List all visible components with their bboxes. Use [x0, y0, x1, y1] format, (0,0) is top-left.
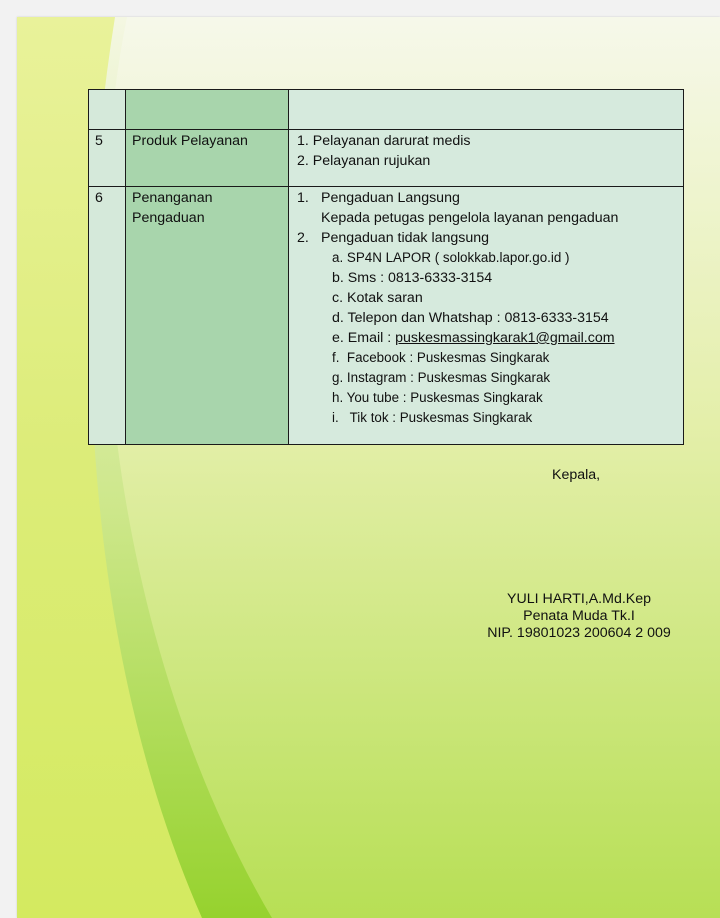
contact-item-facebook: f. Facebook : Puskesmas Singkarak — [332, 350, 550, 365]
row-number-cell: 6 — [89, 187, 126, 445]
signature-nip: NIP. 19801023 200604 2 009 — [487, 625, 671, 641]
list-item — [297, 208, 679, 228]
item-text: Pengaduan tidak langsung — [321, 230, 490, 246]
item-text: Kepada petugas pengelola layanan pengaduan — [321, 210, 619, 226]
list-item — [297, 188, 679, 208]
table-row — [89, 130, 684, 187]
item-text: Pengaduan Langsung — [321, 190, 460, 206]
signature-title: Kepala, — [552, 467, 601, 483]
contact-item-youtube: h. You tube : Puskesmas Singkarak — [332, 390, 543, 405]
row-number-cell: 5 — [89, 130, 126, 187]
table-row — [89, 90, 684, 130]
signature-rank: Penata Muda Tk.I — [523, 608, 635, 624]
email-link[interactable]: puskesmassingkarak1@gmail.com — [395, 330, 615, 346]
list-item — [297, 228, 679, 248]
row-number-cell — [89, 90, 126, 130]
row-label-cell: Produk Pelayanan — [126, 130, 289, 187]
item-text: Pelayanan rujukan — [312, 153, 431, 169]
contact-item-kotak-saran: c. Kotak saran — [332, 290, 423, 306]
signature-name: YULI HARTI,A.Md.Kep — [506, 591, 652, 607]
contact-item-tiktok: i. Tik tok : Puskesmas Singkarak — [332, 410, 533, 425]
table-row — [89, 187, 684, 445]
item-marker: 2. — [297, 153, 309, 169]
item-marker: 1. — [297, 190, 309, 206]
contact-item-instagram: g. Instagram : Puskesmas Singkarak — [332, 370, 551, 385]
item-marker: 2. — [297, 230, 309, 246]
list-item — [297, 151, 679, 171]
row-content-cell — [289, 187, 684, 445]
row-label-cell: Penanganan Pengaduan — [126, 187, 289, 445]
contact-item-sp4n: a. SP4N LAPOR ( solokkab.lapor.go.id ) — [332, 250, 570, 265]
row-content-cell — [289, 130, 684, 187]
item-marker: 1. — [297, 133, 309, 149]
item-text: Pelayanan darurat medis — [312, 133, 471, 149]
contact-item-sms: b. Sms : 0813-6333-3154 — [332, 270, 493, 286]
service-standard-table — [88, 89, 684, 445]
document-page — [17, 17, 720, 918]
contact-item-telepon: d. Telepon dan Whatshap : 0813-6333-3154 — [332, 310, 609, 326]
contact-item-email: e. Email : puskesmassingkarak1@gmail.com — [332, 330, 615, 346]
row-label-cell — [126, 90, 289, 130]
list-item — [297, 131, 679, 151]
row-content-cell — [289, 90, 684, 130]
